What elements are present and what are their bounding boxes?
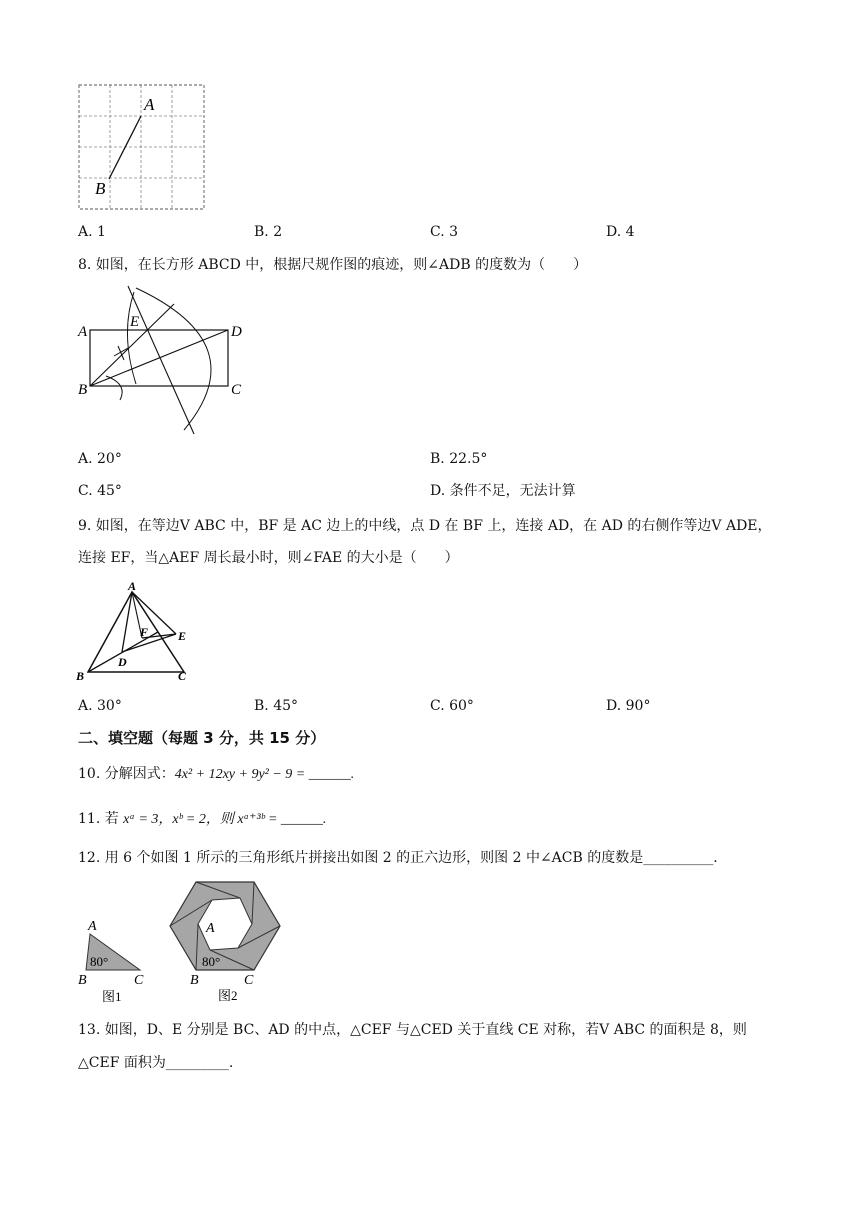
svg-text:B: B bbox=[78, 382, 88, 398]
svg-text:E: E bbox=[130, 314, 140, 330]
svg-text:C: C bbox=[178, 669, 187, 683]
svg-text:图2: 图2 bbox=[218, 988, 238, 1003]
q12-figure-1 bbox=[76, 912, 150, 1004]
q10-expression: 4x² + 12xy + 9y² − 9 = ______. bbox=[174, 767, 355, 782]
point-b-label: B bbox=[95, 179, 106, 198]
q11-prefix: 11. 若 bbox=[78, 811, 119, 827]
svg-text:A: A bbox=[88, 919, 97, 934]
q10-prefix: 10. 分解因式： bbox=[78, 766, 175, 782]
q7-option-b[interactable]: B. 2 bbox=[254, 224, 283, 240]
q8-rectangle-figure bbox=[76, 284, 256, 440]
svg-text:80°: 80° bbox=[202, 954, 221, 969]
q9-option-d[interactable]: D. 90° bbox=[606, 698, 651, 714]
q13-line2: △CEF 面积为_________. bbox=[78, 1055, 234, 1071]
section-title: 二、填空题（每题 3 分，共 15 分） bbox=[78, 729, 326, 747]
svg-text:80°: 80° bbox=[90, 954, 109, 969]
svg-text:C: C bbox=[134, 973, 144, 988]
svg-text:A: A bbox=[128, 580, 137, 593]
q12-stem: 12. 用 6 个如图 1 所示的三角形纸片拼接出如图 2 的正六边形，则图 2 中∠ACB 的度数是__________. bbox=[78, 850, 718, 866]
svg-text:B: B bbox=[78, 973, 87, 988]
point-a-label: A bbox=[144, 95, 155, 114]
svg-text:图1: 图1 bbox=[102, 989, 122, 1004]
svg-text:E: E bbox=[178, 629, 187, 643]
q9-option-a[interactable]: A. 30° bbox=[78, 698, 122, 714]
svg-text:B: B bbox=[76, 669, 85, 683]
q8-option-c[interactable]: C. 45° bbox=[78, 483, 122, 499]
q7-option-c[interactable]: C. 3 bbox=[430, 224, 459, 240]
q11-expression: xᵃ = 3，xᵇ = 2，则 xᵃ⁺³ᵇ = ______. bbox=[123, 812, 327, 827]
q7-option-d[interactable]: D. 4 bbox=[606, 224, 635, 240]
q7-option-a[interactable]: A. 1 bbox=[78, 224, 106, 240]
svg-text:D: D bbox=[118, 655, 127, 669]
q10 bbox=[78, 765, 354, 784]
q12-figure-2 bbox=[168, 876, 284, 1004]
svg-text:A: A bbox=[78, 324, 88, 340]
q9-triangle-figure bbox=[76, 580, 196, 684]
q8-option-b[interactable]: B. 22.5° bbox=[430, 451, 488, 467]
svg-text:A: A bbox=[206, 921, 215, 936]
svg-text:B: B bbox=[190, 973, 199, 988]
svg-text:C: C bbox=[244, 973, 254, 988]
q9-stem-line1: 9. 如图，在等边V ABC 中，BF 是 AC 边上的中线，点 D 在 BF 上，连接 AD，在 AD 的右侧作等边V ADE， bbox=[78, 518, 772, 534]
q13-line1: 13. 如图，D、E 分别是 BC、AD 的中点，△CEF 与△CED 关于直线 CE 对称，若V ABC 的面积是 8，则 bbox=[78, 1022, 747, 1038]
q9-option-b[interactable]: B. 45° bbox=[254, 698, 299, 714]
segment-ab bbox=[109, 116, 141, 179]
svg-text:F: F bbox=[140, 625, 149, 639]
svg-text:D: D bbox=[231, 324, 242, 340]
q8-stem: 8. 如图，在长方形 ABCD 中，根据尺规作图的痕迹，则∠ADB 的度数为（ ） bbox=[78, 257, 588, 273]
q7-grid-figure bbox=[78, 84, 208, 212]
q8-option-d[interactable]: D. 条件不足，无法计算 bbox=[430, 483, 576, 499]
q9-stem-line2: 连接 EF，当△AEF 周长最小时，则∠FAE 的大小是（ ） bbox=[78, 550, 459, 566]
svg-text:C: C bbox=[231, 382, 242, 398]
q9-option-c[interactable]: C. 60° bbox=[430, 698, 474, 714]
q8-option-a[interactable]: A. 20° bbox=[78, 451, 122, 467]
q11 bbox=[78, 810, 326, 829]
